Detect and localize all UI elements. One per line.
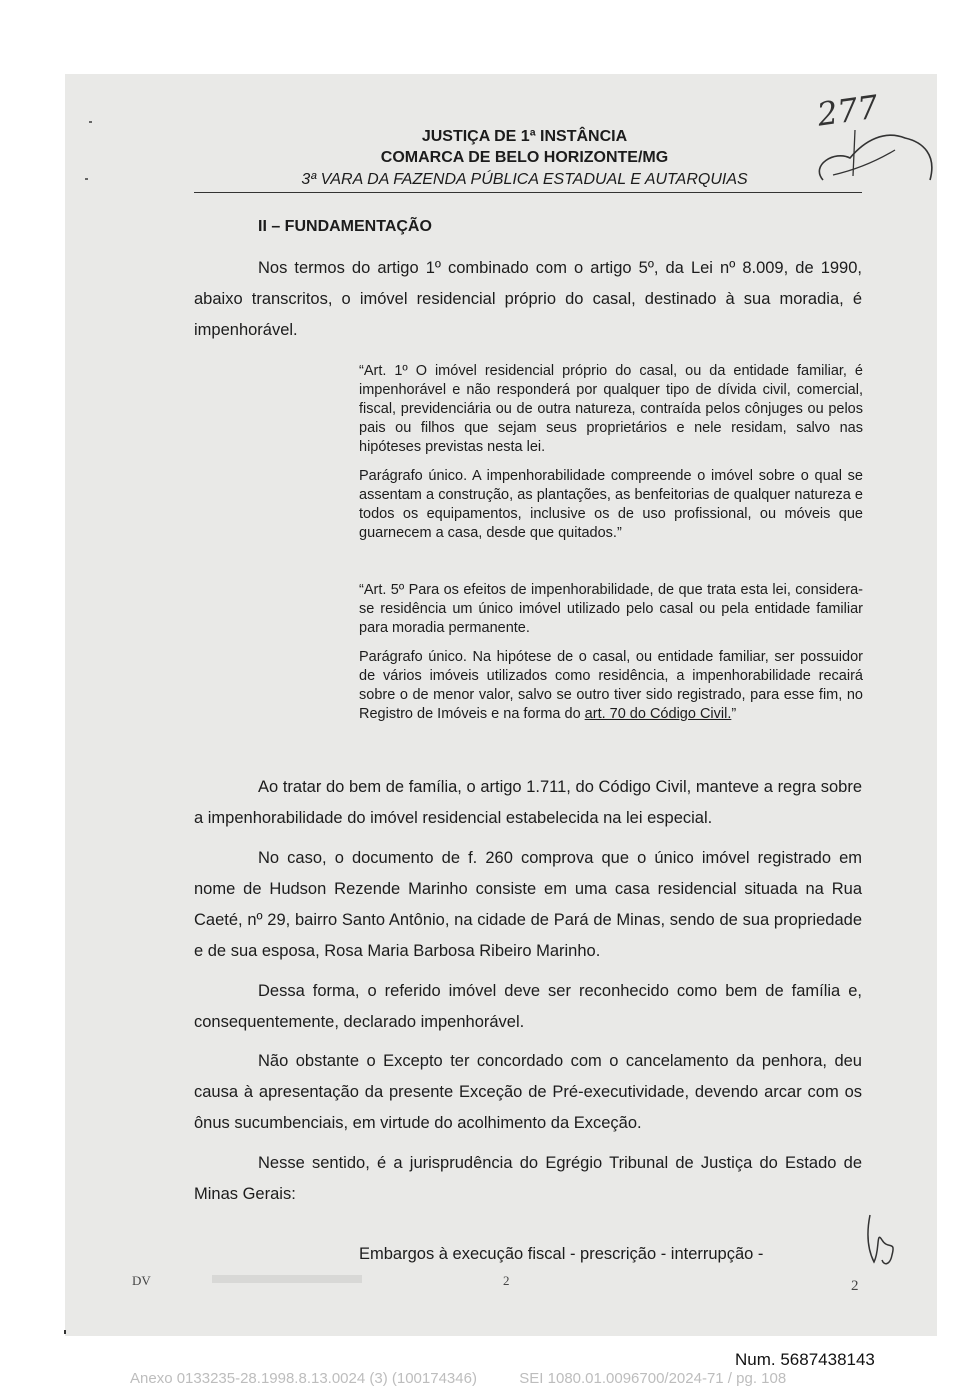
header-district: COMARCA DE BELO HORIZONTE/MG (380, 149, 669, 166)
paragraph-family-asset: Dessa forma, o referido imóvel deve ser reconhecido como bem de família e, consequentemente, declarado impenhorável. (194, 982, 862, 1031)
scan-speck (89, 121, 92, 123)
paragraph-case-property: No caso, o documento de f. 260 comprova que o único imóvel registrado em nome de Hudson Rezende Marinho consiste em uma casa residencial situada na Rua Caeté, nº 29, bairro Santo Antônio, na cidade de Pará de Minas, sendo de sua propriedade e de sua esposa, Rosa Maria Barbosa Ribeiro Marinho. (194, 849, 862, 960)
annex-stamp (130, 1370, 786, 1387)
handwritten-folio-signature (805, 80, 945, 190)
header-court: JUSTIÇA DE 1ª INSTÂNCIA (421, 128, 628, 145)
quote-close: ” (731, 706, 737, 722)
quote-art1-paragraph: Parágrafo único. A impenhorabilidade compreende o imóvel sobre o qual se assentam a construção, as plantações, as benfeitorias de qualquer natureza e todos os equipamentos, inclusive os de uso profissional, ou móveis que guarnecem a casa, desde que quitados.” (359, 468, 863, 541)
footer-initials: DV (132, 1273, 151, 1288)
section-title: II – FUNDAMENTAÇÃO (258, 218, 432, 235)
sei-reference: SEI 1080.01.0096700/2024-71 / pg. 108 (519, 1370, 787, 1387)
scan-speck (64, 1330, 66, 1334)
document-id-number: Num. 5687438143 (735, 1350, 875, 1369)
annex-reference: Anexo 0133235-28.1998.8.13.0024 (3) (100174346) (130, 1370, 477, 1387)
header-rule (194, 192, 862, 193)
faded-footer-stamp (212, 1275, 362, 1283)
paragraph-embargos: Embargos à execução fiscal - prescrição - interrupção - (359, 1245, 764, 1263)
quote-art1: “Art. 1º O imóvel residencial próprio do casal, ou da entidade familiar, é impenhorável e não responderá por qualquer tipo de dívida civil, comercial, fiscal, previdenciária ou de outra natureza, contraída pelos cônjuges ou pelos pais ou filhos que sejam seus proprietários e nele residam, salvo nas hipóteses previstas nesta lei. (359, 363, 863, 455)
paragraph-costs: Não obstante o Excepto ter concordado com o cancelamento da penhora, deu causa à apresentação da presente Exceção de Pré-executividade, devendo arcar com os ônus sucumbenciais, em virtude do acolhimento da Exceção. (194, 1052, 862, 1132)
quote-art5-paragraph (359, 648, 863, 724)
handwritten-initials-mark (862, 1210, 902, 1270)
quote-art5: “Art. 5º Para os efeitos de impenhorabilidade, de que trata esta lei, considera-se residência um único imóvel utilizado pelo casal ou pela entidade familiar para moradia permanente. (359, 582, 863, 636)
quote-art5-paragraph-text: Parágrafo único. Na hipótese de o casal, ou entidade familiar, ser possuidor de vários imóveis utilizados como residência, a impenhorabilidade recairá sobre o de menor valor, salvo se outro tiver sido registrado, para esse fim, no Registro de Imóveis e na forma do (359, 649, 863, 722)
paragraph-intro: Nos termos do artigo 1º combinado com o artigo 5º, da Lei nº 8.009, de 1990, abaixo transcritos, o imóvel residencial próprio do casal, destinado à sua moradia, é impenhorável. (194, 259, 862, 339)
footer-page-number-right: 2 (851, 1278, 859, 1294)
header-court-division: 3ª VARA DA FAZENDA PÚBLICA ESTADUAL E AUTARQUIAS (301, 171, 748, 188)
paragraph-civil-code: Ao tratar do bem de família, o artigo 1.711, do Código Civil, manteve a regra sobre a impenhorabilidade do imóvel residencial estabelecida na lei especial. (194, 778, 862, 827)
footer-page-number-center: 2 (503, 1273, 510, 1288)
civil-code-article-link[interactable]: art. 70 do Código Civil. (584, 706, 732, 722)
handwritten-folio: 277 (814, 87, 881, 134)
paragraph-jurisprudence: Nesse sentido, é a jurisprudência do Egrégio Tribunal de Justiça do Estado de Minas Gerais: (194, 1154, 862, 1203)
